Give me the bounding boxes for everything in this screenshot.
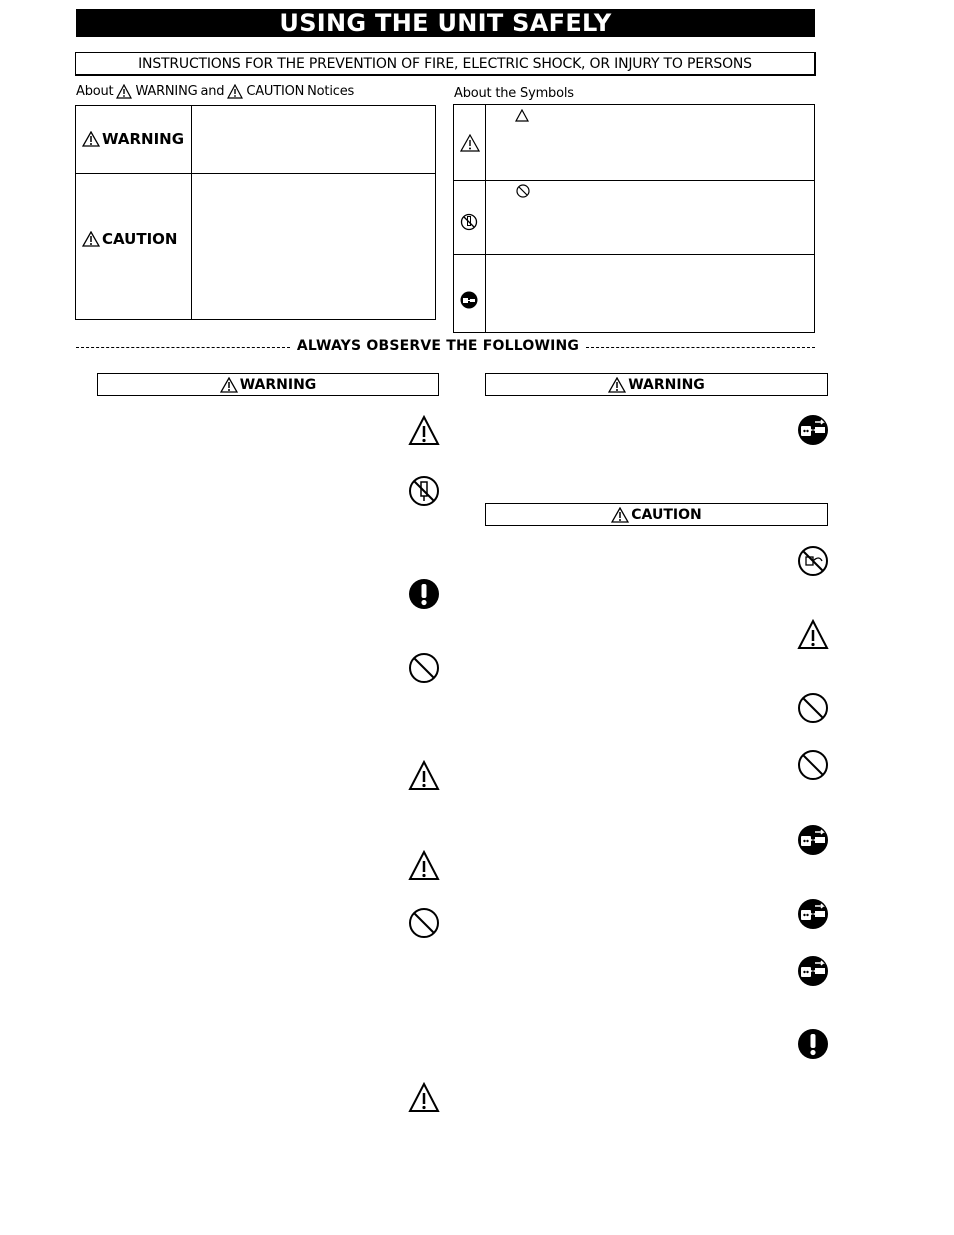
caution-triangle-icon <box>408 415 440 447</box>
caution-triangle-icon <box>611 507 629 523</box>
prohibited-icon <box>516 184 530 198</box>
notices-caption-and: and <box>200 84 225 99</box>
page-title: USING THE UNIT SAFELY <box>279 9 612 37</box>
no-disassemble-icon <box>460 213 478 231</box>
right-caution-header <box>485 503 828 526</box>
warning-triangle-icon <box>608 377 626 393</box>
caution-triangle-icon <box>82 231 100 247</box>
right-caution-header-label: CAUTION <box>631 506 702 523</box>
notice-warning-row <box>82 130 184 148</box>
symbols-table <box>453 104 815 333</box>
required-action-icon <box>408 578 440 610</box>
warning-triangle-icon <box>220 377 238 393</box>
notice-caution-label: CAUTION <box>102 230 178 248</box>
prohibited-icon <box>797 749 829 781</box>
divider-label: ALWAYS OBSERVE THE FOLLOWING <box>296 338 580 354</box>
divider-line-right <box>586 347 815 348</box>
title-bar <box>76 9 815 37</box>
prohibited-icon <box>408 907 440 939</box>
warning-triangle-icon <box>82 131 100 147</box>
notices-caption-prefix: About <box>76 84 114 99</box>
notice-warning-label: WARNING <box>102 130 185 148</box>
subtitle-box <box>75 52 816 76</box>
notice-table <box>75 105 436 320</box>
required-action-icon <box>797 1028 829 1060</box>
caution-triangle-icon <box>408 760 440 792</box>
unplug-icon <box>797 898 829 930</box>
caution-triangle-icon <box>408 850 440 882</box>
notices-caption-warning: WARNING <box>135 84 198 99</box>
caution-triangle-icon <box>797 619 829 651</box>
unplug-icon <box>460 291 478 309</box>
no-unplug-by-cord-icon <box>797 545 829 577</box>
notices-caption-suffix: Notices <box>307 84 355 99</box>
caution-triangle-icon <box>408 1082 440 1114</box>
divider-line-left <box>76 347 290 348</box>
unplug-icon <box>797 955 829 987</box>
warning-triangle-icon <box>116 84 132 99</box>
notices-caption <box>76 84 354 99</box>
right-warning-header-label: WARNING <box>628 376 705 393</box>
right-warning-header <box>485 373 828 396</box>
notice-caution-row <box>82 230 177 248</box>
caution-triangle-icon <box>460 134 480 152</box>
unplug-icon <box>797 414 829 446</box>
caution-triangle-icon <box>227 84 243 99</box>
symbols-caption: About the Symbols <box>454 86 574 101</box>
unplug-icon <box>797 824 829 856</box>
prohibited-icon <box>797 692 829 724</box>
triangle-outline-icon <box>515 109 529 122</box>
left-warning-header <box>97 373 439 396</box>
notices-caption-caution: CAUTION <box>246 84 305 99</box>
left-warning-header-label: WARNING <box>239 376 317 393</box>
no-disassemble-icon <box>408 475 440 507</box>
prohibited-icon <box>408 652 440 684</box>
page-subtitle: INSTRUCTIONS FOR THE PREVENTION OF FIRE, ELECTRIC SHOCK, OR INJURY TO PERSONS <box>138 55 752 72</box>
